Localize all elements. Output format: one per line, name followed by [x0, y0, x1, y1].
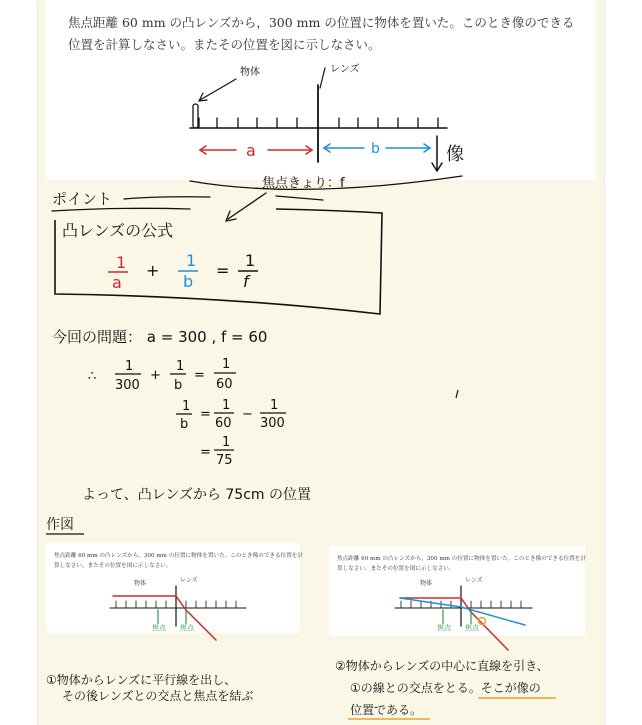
svg-text:=: = [194, 368, 205, 383]
svg-text:+: + [146, 261, 160, 280]
svg-text:=: = [216, 261, 230, 280]
svg-text:1: 1 [176, 359, 185, 374]
mini1-lens-label: レンズ [180, 577, 198, 584]
svg-text:b: b [180, 417, 189, 432]
mini2-focus-label-left: 焦点 [437, 624, 451, 632]
svg-text:60: 60 [216, 377, 233, 392]
problem-card [46, 0, 596, 180]
svg-text:1: 1 [116, 253, 127, 272]
distance-a-label: a [246, 141, 256, 160]
step2-line1: ②物体からレンズの中心に直線を引き、 [335, 659, 549, 673]
svg-text:1: 1 [222, 357, 231, 372]
lens-label: レンズ [330, 64, 360, 75]
mini1-focus-label-left: 焦点 [152, 624, 166, 632]
svg-text:b: b [174, 378, 183, 393]
diagram-card-1-text: 焦点距離 60 mm の凸レンズから，300 mm の位置に物体を置いた。このとき像のできる位置を計算しなさい。またその位置を図に示しなさい。 [54, 553, 303, 569]
svg-text:75: 75 [216, 453, 233, 468]
drawing-heading: 作図 [46, 517, 74, 533]
svg-text:=: = [200, 445, 211, 460]
mini2-object-label: 物体 [420, 580, 433, 587]
step2-line2: ①の線との交点をとる。そこが像の [350, 681, 541, 695]
svg-text:1: 1 [222, 435, 231, 450]
step2-line3: 位置である。 [350, 703, 423, 717]
mini2-lens-label: レンズ [465, 577, 483, 584]
conclusion: よって、凸レンズから 75cm の位置 [82, 487, 311, 503]
svg-text:a: a [112, 273, 122, 292]
svg-text:300: 300 [115, 378, 140, 393]
problem-line: 今回の問題： a = 300 , f = 60 [52, 328, 268, 346]
svg-text:1: 1 [270, 398, 279, 413]
svg-text:=: = [200, 407, 211, 422]
point-heading: ポイント [52, 190, 113, 208]
image-label: 像 [446, 144, 464, 165]
svg-text:1: 1 [125, 359, 134, 374]
svg-text:∴: ∴ [88, 369, 97, 384]
note-page [38, 0, 604, 725]
problem-text: 焦点距離 60 mm の凸レンズから，300 mm の位置に物体を置いた。このとき像のできる位置を計算しなさい。またその位置を図に示しなさい。 [68, 15, 575, 52]
mini2-focus-label-right: 焦点 [465, 624, 479, 632]
diagram-card-2-text: 焦点距離 60 mm の凸レンズから，300 mm の位置に物体を置いた。このとき像のできる位置を計算しなさい。またその位置を図に示しなさい。 [337, 556, 586, 572]
svg-text:1: 1 [186, 251, 197, 270]
svg-text:1: 1 [182, 399, 191, 414]
object-label: 物体 [240, 67, 260, 78]
focal-note: 焦点きょり：f [262, 176, 345, 191]
step1-line1: ①物体からレンズに平行線を出し、 [46, 673, 237, 687]
step1-line2: その後レンズとの交点と焦点を結ぶ [62, 689, 254, 703]
diagram-card-2 [329, 546, 585, 636]
svg-text:b: b [183, 272, 194, 291]
svg-text:1: 1 [245, 251, 256, 270]
diagram-card-1 [46, 543, 303, 633]
mini1-focus-label-right: 焦点 [180, 624, 194, 632]
svg-text:f: f [243, 272, 249, 291]
svg-text:−: − [242, 407, 253, 422]
mini1-object-label: 物体 [134, 580, 147, 587]
svg-text:300: 300 [260, 416, 285, 431]
svg-text:1: 1 [222, 398, 231, 413]
distance-b-label: b [371, 141, 380, 157]
svg-text:60: 60 [215, 416, 232, 431]
lens-formula-title: 凸レンズの公式 [62, 221, 174, 240]
svg-text:+: + [150, 368, 161, 383]
